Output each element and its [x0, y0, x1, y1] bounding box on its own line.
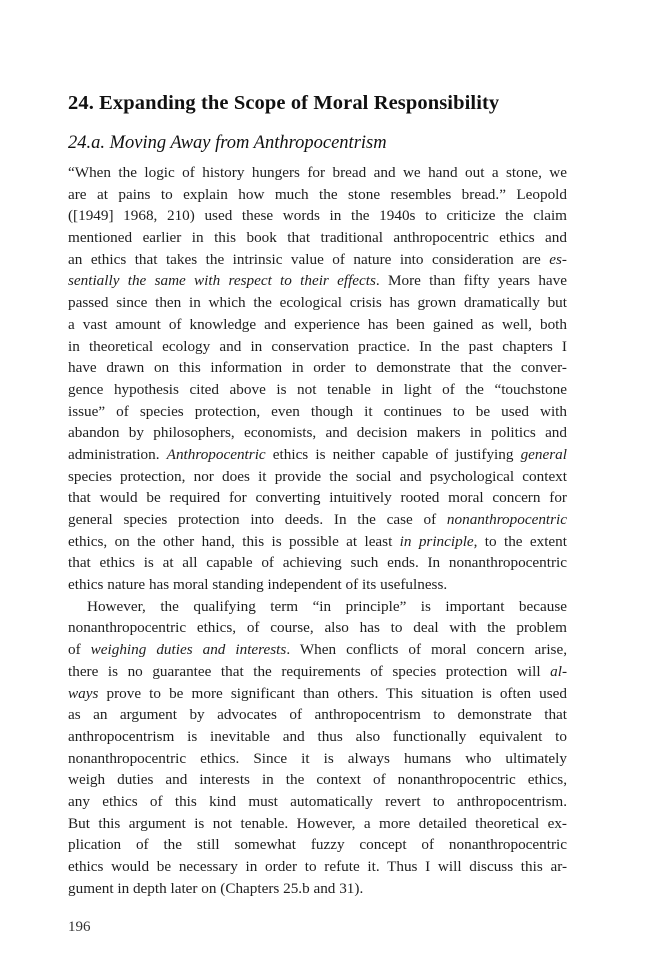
text-line [68, 704, 567, 726]
text-line [68, 249, 567, 271]
text-line [68, 683, 567, 705]
italic-text: ways [68, 684, 99, 702]
text-line [68, 401, 567, 423]
text-line [68, 205, 567, 227]
text-run: , to the extent [473, 532, 567, 550]
page-number: 196 [68, 919, 91, 935]
text-run: plication of the still somewhat fuzzy concept of nonanthropocentric [68, 836, 567, 854]
book-page [68, 0, 567, 975]
text-run: But this argument is not tenable. However, a more detailed theoretical ex- [68, 814, 567, 832]
italic-text: al- [550, 662, 567, 680]
text-run: any ethics of this kind must automatically revert to anthropocentrism. [68, 792, 567, 810]
text-run: mentioned earlier in this book that traditional anthropocentric ethics and [68, 229, 567, 247]
text-line [68, 878, 567, 900]
text-line [68, 379, 567, 401]
section-title: 24.a. Moving Away from Anthropocentrism [68, 133, 387, 153]
text-run: anthropocentrism is inevitable and thus also functionally equivalent to [68, 727, 567, 745]
text-run: administration. [68, 445, 167, 463]
text-run: that ethics is at all capable of achieving such ends. In nonanthropocentric [68, 554, 567, 572]
text-run: general species protection into deeds. In the case of [68, 511, 447, 528]
text-run: that would be required for converting intuitively rooted moral concern for [68, 489, 567, 507]
text-line [68, 748, 567, 770]
text-line [68, 422, 567, 444]
text-run: an ethics that takes the intrinsic value of nature into consideration are [68, 250, 550, 268]
text-run: ([1949] 1968, 210) used these words in the 1940s to criticize the claim [68, 207, 567, 225]
text-run: gument in depth later on (Chapters 25.b and 31). [68, 879, 364, 897]
text-line [68, 574, 567, 596]
text-run: . More than fifty years have [375, 272, 567, 290]
text-run: are at pains to explain how much the stone resembles bread.” Leopold [68, 185, 567, 203]
text-line [68, 552, 567, 574]
text-line [68, 336, 567, 358]
text-line [68, 769, 567, 791]
italic-text: nonanthropocentric [446, 511, 567, 528]
text-run: ethics is neither capable of justifying [265, 445, 521, 463]
paragraph [68, 162, 567, 596]
text-line [68, 791, 567, 813]
text-run: However, the qualifying term “in principle” is important because [87, 597, 567, 615]
text-run: issue” of species protection, even though it continues to be used with [68, 402, 567, 420]
text-line [68, 834, 567, 856]
text-run: abandon by philosophers, economists, and decision makers in politics and [68, 424, 567, 442]
text-run: there is no guarantee that the requirements of species protection will [68, 662, 551, 680]
text-line [68, 184, 567, 206]
text-run: prove to be more significant than others. This situation is often used [98, 684, 567, 702]
text-run: ethics, on the other hand, this is possible at least [68, 532, 400, 550]
text-run: “When the logic of history hungers for bread and we hand out a stone, we [68, 164, 567, 181]
text-run: nonanthropocentric ethics. Since it is always humans who ultimately [68, 749, 567, 767]
paragraph [68, 596, 567, 900]
text-line [68, 227, 567, 249]
text-run: as an argument by advocates of anthropocentrism to demonstrate that [68, 706, 567, 724]
text-run: gence hypothesis cited above is not tenable in light of the “touchstone [68, 380, 567, 398]
text-line [68, 444, 567, 466]
text-line [68, 726, 567, 748]
text-run: ethics would be necessary in order to refute it. Thus I will discuss this ar- [68, 858, 567, 875]
text-line [68, 487, 567, 509]
italic-text: sentially the same with respect to their effects [68, 272, 376, 290]
text-line [68, 509, 567, 531]
text-line [68, 617, 567, 639]
text-line [68, 856, 567, 878]
italic-text: in principle [399, 532, 474, 550]
text-run: ethics nature has moral standing independent of its usefulness. [68, 576, 448, 594]
chapter-title: 24. Expanding the Scope of Moral Responsibility [68, 92, 500, 114]
text-line [68, 813, 567, 835]
text-line [68, 466, 567, 488]
text-line [68, 357, 567, 379]
text-run: weigh duties and interests in the context of nonanthropocentric ethics, [68, 771, 567, 789]
text-line [68, 270, 567, 292]
text-run: have drawn on this information in order to demonstrate that the conver- [68, 359, 567, 377]
text-line [68, 531, 567, 553]
text-run: nonanthropocentric ethics, of course, also has to deal with the problem [68, 619, 567, 637]
italic-text: weighing duties and interests [90, 641, 287, 659]
text-run: of [68, 641, 91, 659]
italic-text: general [520, 445, 567, 463]
italic-text: es- [549, 250, 567, 268]
text-run: . When conflicts of moral concern arise, [286, 641, 567, 659]
text-run: species protection, nor does it provide the social and psychological context [68, 467, 567, 485]
text-line [68, 292, 567, 314]
text-run: in theoretical ecology and in conservation practice. In the past chapters I [68, 337, 567, 355]
body-text [68, 162, 567, 899]
text-line [68, 639, 567, 661]
text-line [68, 661, 567, 683]
text-line [68, 596, 567, 618]
text-run: a vast amount of knowledge and experience has been gained as well, both [68, 315, 567, 333]
text-line [68, 314, 567, 336]
text-line [68, 162, 567, 184]
italic-text: Anthropocentric [166, 445, 266, 463]
text-run: passed since then in which the ecological crisis has grown dramatically but [68, 294, 567, 312]
